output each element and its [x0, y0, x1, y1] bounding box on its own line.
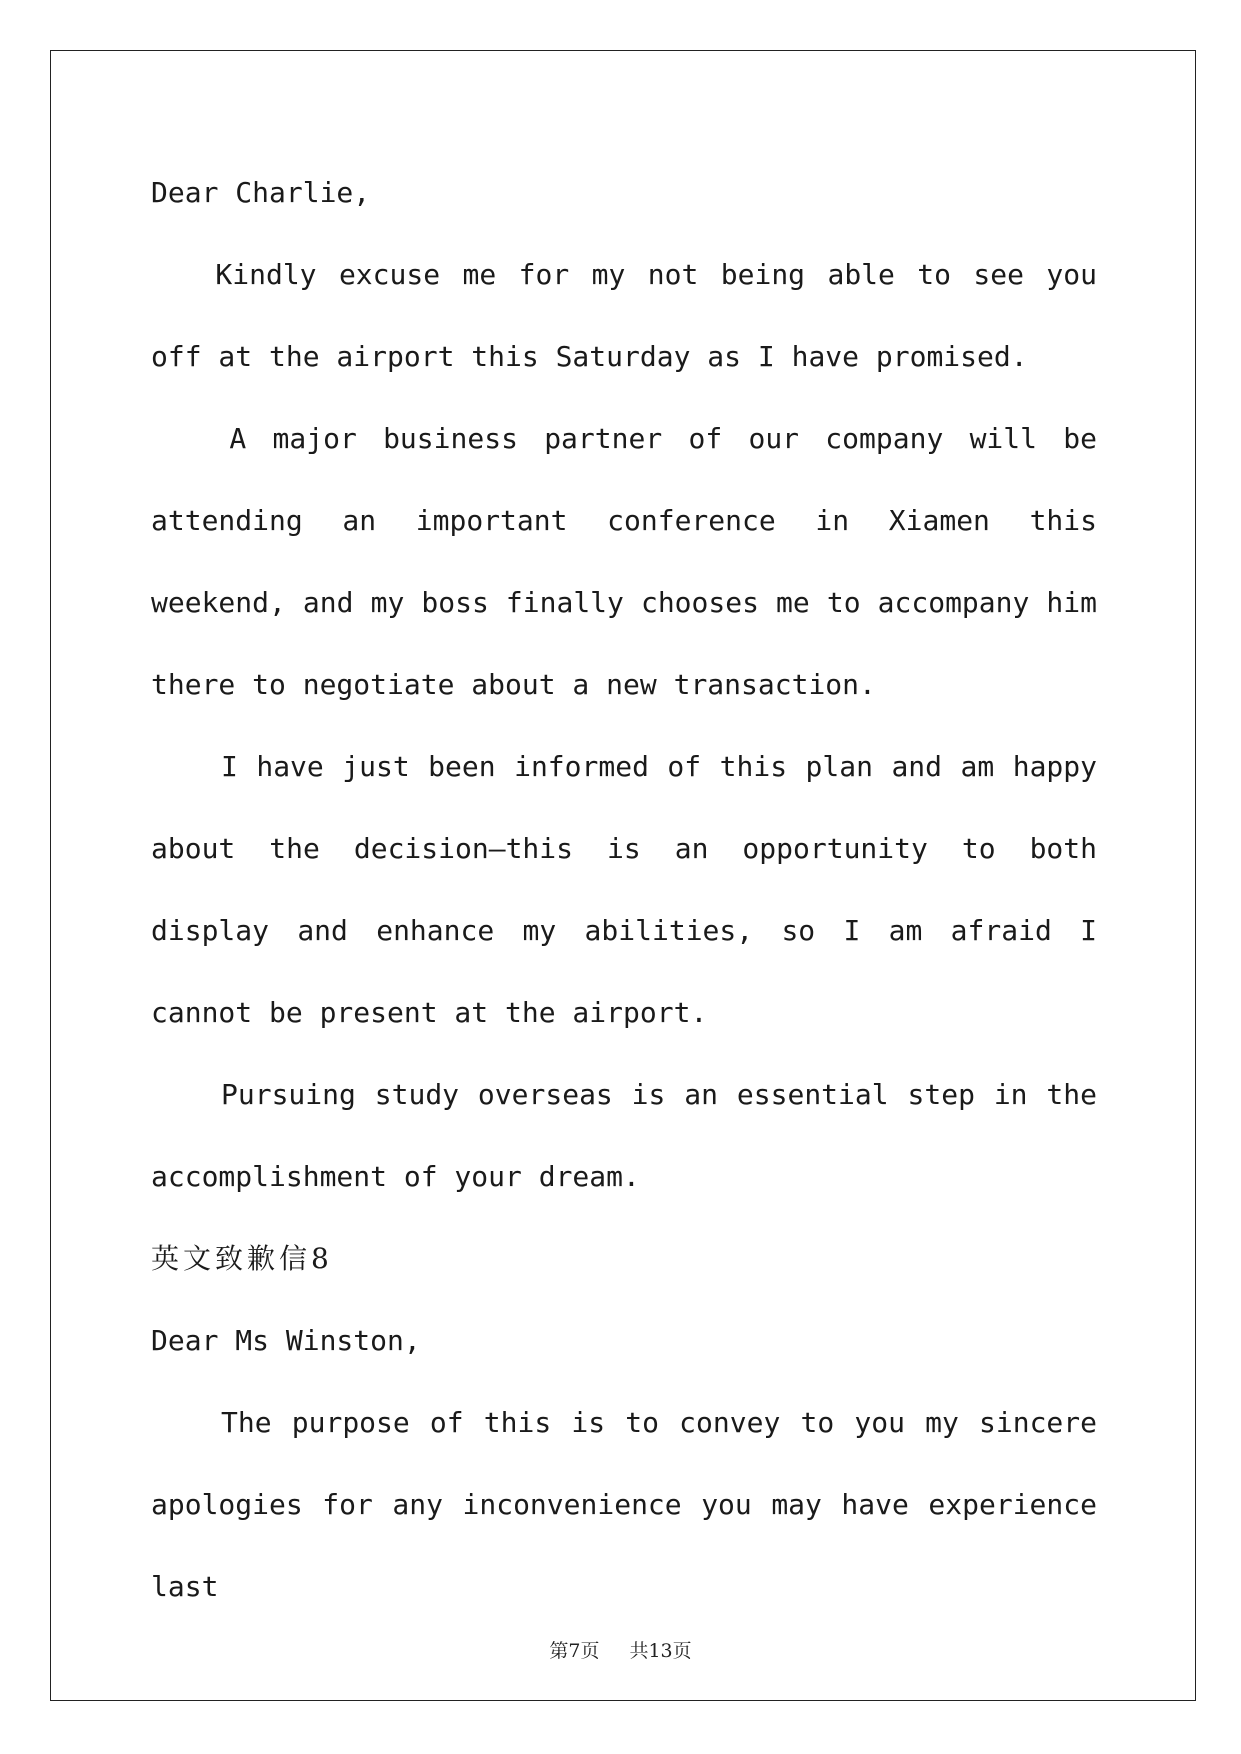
page-number: 第7页: [549, 1640, 600, 1662]
paragraph-apology-intro: Kindly excuse me for my not being able to see you off at the airport this Saturday as I have promised.: [151, 258, 1097, 373]
document-body: [151, 152, 1097, 1628]
paragraph-informed-plan: I have just been informed of this plan and am happy about the decision—this is an opportunity to both display and enhance my abilities, so I am afraid I cannot be present at the airport.: [151, 750, 1097, 1029]
paragraph-purpose: The purpose of this is to convey to you my sincere apologies for any inconvenience you may have experience last: [151, 1406, 1097, 1603]
page-total: 共13页: [629, 1640, 692, 1662]
paragraph-business-partner: A major business partner of our company will be attending an important conference in Xiamen this weekend, and my boss finally chooses me to accompany him there to negotiate about a new transaction.: [151, 422, 1097, 701]
section-heading: 英文致歉信8: [151, 1242, 333, 1275]
salutation-charlie: Dear Charlie,: [151, 176, 371, 209]
paragraph-study-overseas: Pursuing study overseas is an essential step in the accomplishment of your dream.: [151, 1078, 1097, 1193]
page-footer: [0, 1636, 1241, 1663]
salutation-winston: Dear Ms Winston,: [151, 1324, 421, 1357]
